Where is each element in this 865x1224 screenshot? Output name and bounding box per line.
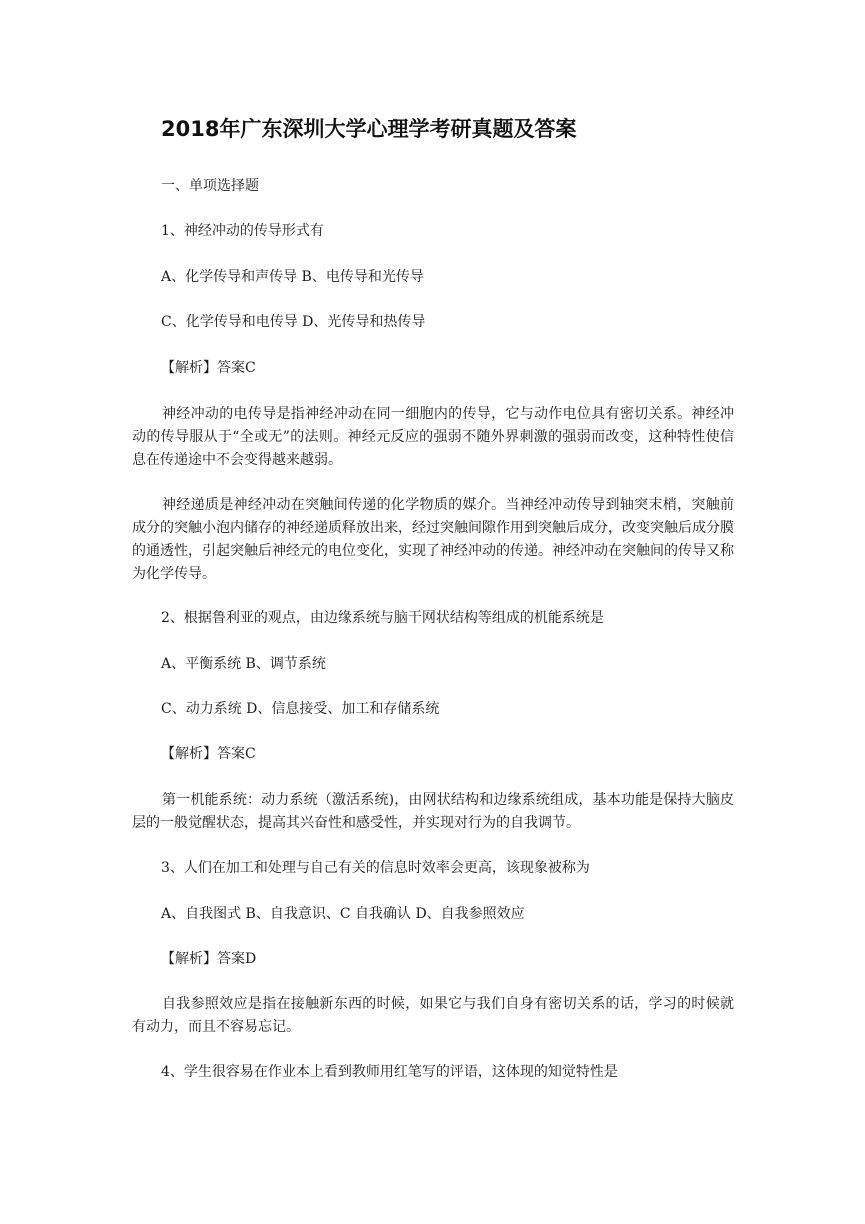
- question-2-answer: 【解析】答案C: [161, 746, 256, 762]
- question-2-explanation: 第一机能系统：动力系统（激活系统)，由网状结构和边缘系统组成，基本功能是保持大脑皮层的一般觉醒状态，提高其兴奋性和感受性，并实现对行为的自我调节。: [132, 792, 734, 831]
- question-1: 1、神经冲动的传导形式有: [161, 223, 324, 239]
- question-1-options-cd: C、化学传导和电传导 D、光传导和热传导: [161, 314, 426, 330]
- question-3-explanation: 自我参照效应是指在接触新东西的时候，如果它与我们自身有密切关系的话，学习的时候就有动力，而且不容易忘记。: [132, 996, 734, 1035]
- question-1-explanation-1: 神经冲动的电传导是指神经冲动在同一细胞内的传导，它与动作电位具有密切关系。神经冲动的传导服从于“全或无”的法则。神经元反应的强弱不随外界刺激的强弱而改变，这种特性使信息在传递途中不会变得越来越弱。: [132, 406, 734, 468]
- question-2-options-cd: C、动力系统 D、信息接受、加工和存储系统: [161, 701, 440, 717]
- question-1-answer: 【解析】答案C: [161, 360, 256, 376]
- question-3-options: A、自我图式 B、自我意识、C 自我确认 D、自我参照效应: [161, 906, 525, 922]
- question-3-answer: 【解析】答案D: [161, 951, 257, 967]
- question-1-explanation-2: 神经递质是神经冲动在突触间传递的化学物质的媒介。当神经冲动传导到轴突末梢，突触前成分的突触小泡内储存的神经递质释放出来，经过突触间隙作用到突触后成分，改变突触后成分膜的通透性，引起突触后神经元的电位变化，实现了神经冲动的传递。神经冲动在突触间的传导又称为化学传导。: [132, 497, 734, 582]
- section-heading: 一、单项选择题: [161, 178, 259, 194]
- question-1-options-ab: A、化学传导和声传导 B、电传导和光传导: [161, 269, 424, 285]
- document-title: 2018年广东深圳大学心理学考研真题及答案: [161, 117, 577, 141]
- question-4: 4、学生很容易在作业本上看到教师用红笔写的评语，这体现的知觉特性是: [161, 1064, 618, 1080]
- question-2-options-ab: A、平衡系统 B、调节系统: [161, 656, 326, 672]
- question-3: 3、人们在加工和处理与自己有关的信息时效率会更高，该现象被称为: [161, 860, 590, 876]
- question-2: 2、根据鲁利亚的观点，由边缘系统与脑干网状结构等组成的机能系统是: [161, 610, 604, 626]
